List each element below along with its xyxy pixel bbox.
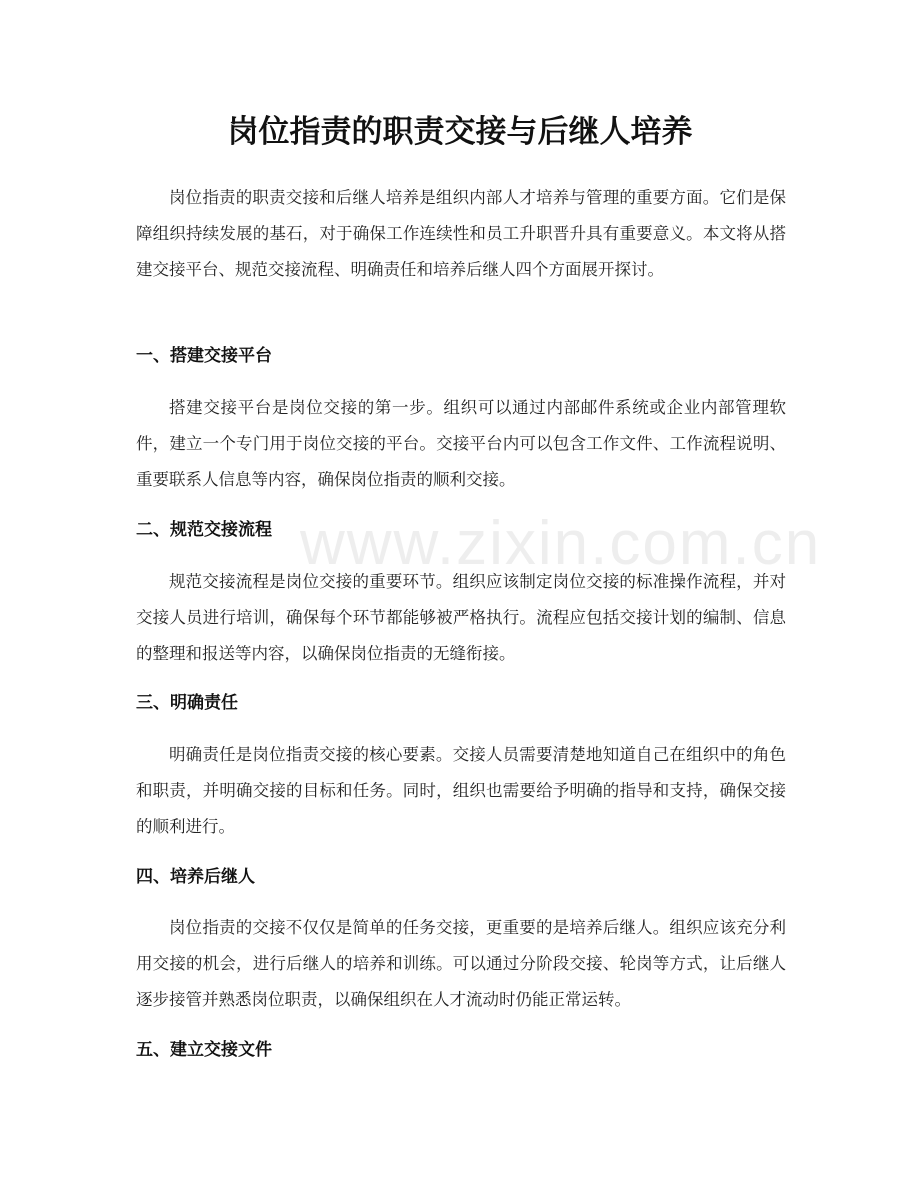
section-heading-3: 三、明确责任 — [136, 693, 238, 713]
document-title: 岗位指责的职责交接与后继人培养 — [227, 114, 693, 150]
section-body-2: 规范交接流程是岗位交接的重要环节。组织应该制定岗位交接的标准操作流程，并对交接人员进行培训，确保每个环节都能够被严格执行。流程应包括交接计划的编制、信息的整理和报送等内容，以确保岗位指责的无缝衔接。 — [136, 572, 786, 663]
section-body-4: 岗位指责的交接不仅仅是简单的任务交接，更重要的是培养后继人。组织应该充分利用交接的机会，进行后继人的培养和训练。可以通过分阶段交接、轮岗等方式，让后继人逐步接管并熟悉岗位职责，以确保组织在人才流动时仍能正常运转。 — [136, 918, 786, 1009]
section-heading-5: 五、建立交接文件 — [136, 1040, 272, 1060]
section-heading-1: 一、搭建交接平台 — [136, 346, 272, 366]
watermark: www.zixin.com.cn — [300, 509, 822, 578]
intro-paragraph: 岗位指责的职责交接和后继人培养是组织内部人才培养与管理的重要方面。它们是保障组织持续发展的基石，对于确保工作连续性和员工升职晋升具有重要意义。本文将从搭建交接平台、规范交接流程、明确责任和培养后继人四个方面展开探讨。 — [136, 188, 786, 279]
section-body-1: 搭建交接平台是岗位交接的第一步。组织可以通过内部邮件系统或企业内部管理软件，建立一个专门用于岗位交接的平台。交接平台内可以包含工作文件、工作流程说明、重要联系人信息等内容，确保岗位指责的顺利交接。 — [136, 398, 786, 489]
section-heading-2: 二、规范交接流程 — [136, 520, 272, 540]
section-heading-4: 四、培养后继人 — [136, 867, 255, 887]
section-body-3: 明确责任是岗位指责交接的核心要素。交接人员需要清楚地知道自己在组织中的角色和职责，并明确交接的目标和任务。同时，组织也需要给予明确的指导和支持，确保交接的顺利进行。 — [136, 745, 786, 836]
